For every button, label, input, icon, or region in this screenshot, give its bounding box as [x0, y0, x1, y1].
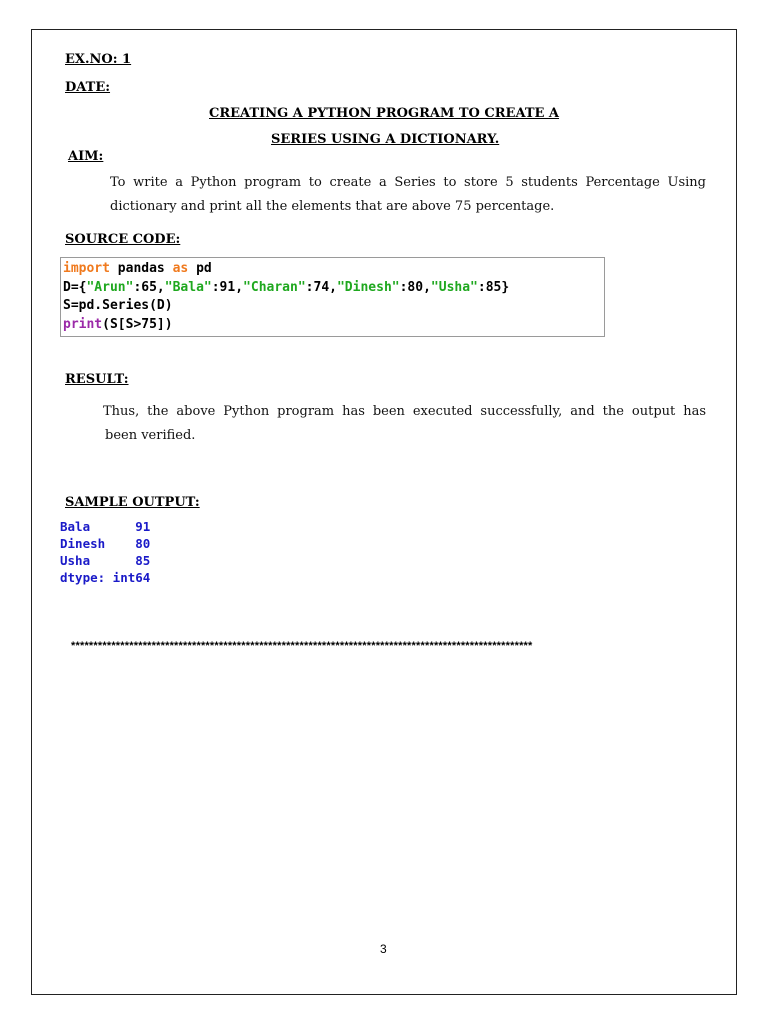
output-line: Bala 91	[60, 519, 151, 534]
code-line-4	[63, 316, 604, 335]
code-line-3: S=pd.Series(D)	[63, 298, 173, 313]
string-literal: "Usha"	[430, 279, 478, 295]
keyword-print: print	[63, 316, 103, 332]
output-line: Dinesh 80	[60, 536, 151, 551]
output-line: dtype: int64	[60, 570, 151, 585]
code-text: pandas	[109, 261, 173, 276]
title-line-1: CREATING A PYTHON PROGRAM TO CREATE A	[209, 106, 560, 121]
sample-output-heading: SAMPLE OUTPUT:	[65, 495, 200, 510]
code-text: (S[S>75])	[102, 316, 173, 332]
result-text-line-1: Thus, the above Python program has been executed successfully, and the output has	[103, 404, 706, 419]
keyword-import: import	[63, 261, 110, 276]
code-block	[60, 257, 605, 337]
output-line: Usha 85	[60, 553, 151, 568]
keyword-as: as	[172, 261, 189, 276]
title-line-2: SERIES USING A DICTIONARY.	[271, 132, 500, 147]
separator-line: *******************************************************************************************************	[71, 640, 533, 652]
code-line-2	[63, 279, 604, 298]
sample-output-block	[60, 518, 150, 586]
aim-heading: AIM:	[68, 149, 104, 164]
string-literal: "Bala"	[164, 279, 212, 295]
code-text: :91,	[211, 279, 244, 295]
code-text: :65,	[133, 279, 165, 295]
code-line-1	[63, 260, 604, 279]
aim-text-line-2: dictionary and print all the elements that are above 75 percentage.	[110, 199, 555, 214]
code-text: :85}	[477, 279, 510, 295]
code-text: :80,	[399, 279, 431, 295]
code-text: :74,	[305, 279, 337, 295]
string-literal: "Arun"	[86, 279, 134, 295]
date-label: DATE:	[65, 80, 111, 95]
aim-text-line-1: To write a Python program to create a Series to store 5 students Percentage Using	[110, 175, 706, 190]
code-text: pd	[188, 261, 212, 276]
string-literal: "Dinesh"	[336, 279, 400, 295]
code-text: D={	[63, 279, 87, 295]
string-literal: "Charan"	[243, 279, 306, 295]
source-code-heading: SOURCE CODE:	[65, 232, 181, 247]
result-text-line-2: been verified.	[105, 428, 196, 443]
ex-no-label: EX.NO: 1	[65, 52, 132, 67]
page-number: 3	[380, 942, 387, 956]
result-heading: RESULT:	[65, 372, 129, 387]
